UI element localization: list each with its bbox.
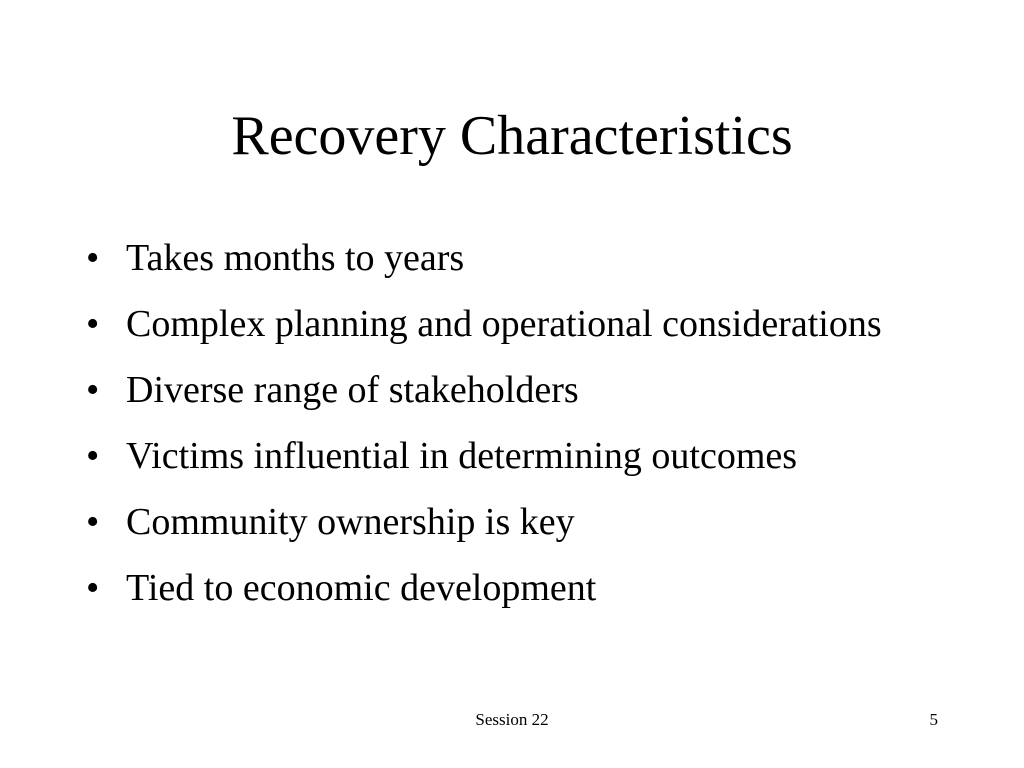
footer-page-number: 5 [929, 710, 938, 729]
slide-title: Recovery Characteristics [231, 105, 793, 167]
bullet-text: Diverse range of stakeholders [126, 369, 579, 411]
bullet-list [86, 231, 966, 627]
bullet-icon: • [86, 303, 100, 345]
bullet-item [86, 363, 966, 417]
bullet-text: Community ownership is key [126, 501, 575, 543]
bullet-icon: • [86, 237, 100, 279]
bullet-text: Tied to economic development [126, 567, 597, 609]
bullet-item [86, 429, 966, 483]
bullet-item [86, 495, 966, 549]
bullet-icon: • [86, 435, 100, 477]
bullet-icon: • [86, 567, 100, 609]
bullet-icon: • [86, 369, 100, 411]
footer-session-label: Session 22 [475, 710, 549, 729]
bullet-text: Takes months to years [126, 237, 465, 279]
bullet-text: Victims influential in determining outcomes [126, 435, 798, 477]
bullet-text: Complex planning and operational considerations [126, 303, 882, 345]
bullet-item [86, 297, 966, 351]
bullet-item [86, 561, 966, 615]
bullet-icon: • [86, 501, 100, 543]
bullet-item [86, 231, 966, 285]
